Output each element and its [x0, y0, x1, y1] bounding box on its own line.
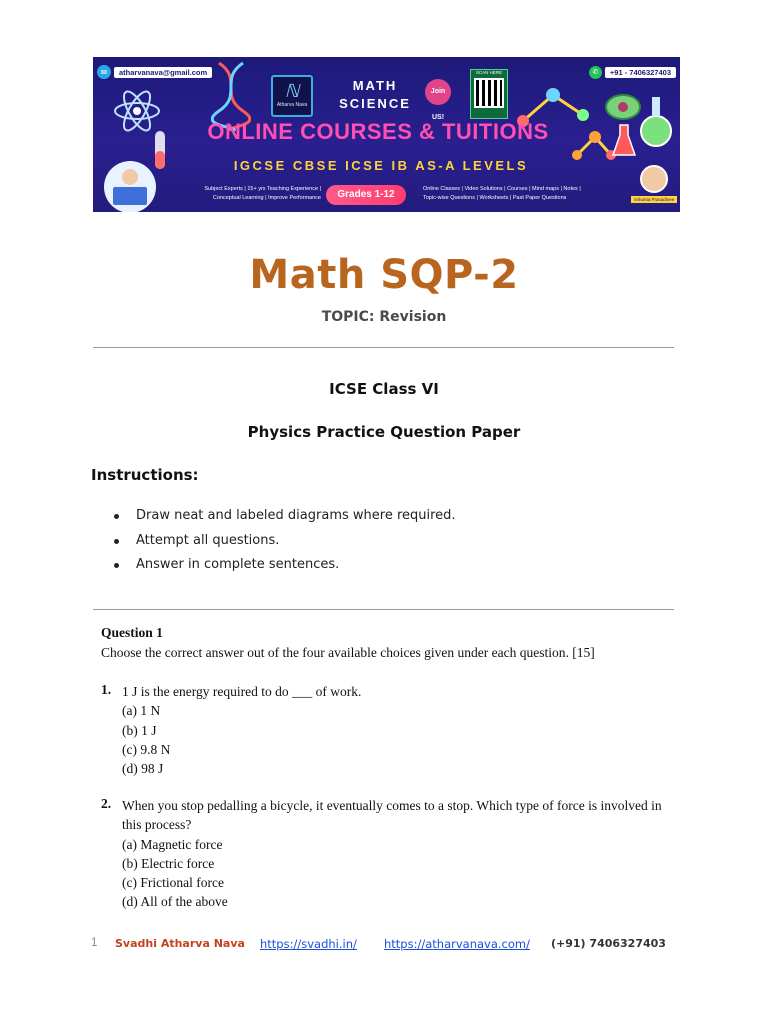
question-number: 1. — [101, 682, 112, 697]
instruction-item: Attempt all questions. — [110, 533, 456, 558]
banner-tagline-left: Subject Experts | 15+ yrs Teaching Experience | Conceptual Learning | Improve Performance — [204, 186, 321, 201]
tutor-name: Srikanta Prasadinee — [631, 196, 677, 203]
student-illustration — [95, 157, 165, 212]
grades-badge: Grades 1-12 — [326, 185, 406, 205]
option: (d) 98 J — [122, 761, 164, 777]
banner-tagline-right: Online Classes | Video Solutions | Courses | Mind maps | Notes | Topic-wise Questions | Worksheets | Past Paper Questions — [423, 186, 581, 201]
instructions-list — [110, 508, 456, 582]
scan-label: SCAN HERE — [475, 70, 503, 75]
option: (a) Magnetic force — [122, 836, 223, 852]
qr-code — [470, 69, 508, 119]
question-number: 2. — [101, 796, 112, 811]
subject-math: MATH — [352, 78, 398, 93]
option: (b) Electric force — [122, 855, 215, 871]
document-title: Math SQP-2 — [249, 252, 519, 298]
instruction-item: Draw neat and labeled diagrams where required. — [110, 508, 456, 533]
option: (d) All of the above — [122, 894, 228, 910]
question-text: When you stop pedalling a bicycle, it eventually comes to a stop. Which type of force is involved in this process? — [122, 798, 662, 833]
question-heading: Question 1 — [101, 625, 163, 640]
paper-title: Physics Practice Question Paper — [247, 423, 521, 441]
divider-top — [93, 347, 674, 348]
banner-levels: IGCSE CBSE ICSE IB AS-A LEVELS — [233, 158, 529, 173]
footer-brand: Svadhi Atharva Nava — [115, 937, 245, 950]
join-us-badge: Join US! — [425, 79, 451, 105]
option: (b) 1 J — [122, 722, 157, 738]
subject-science: SCIENCE — [339, 96, 411, 111]
phone-text: +91 - 7406327403 — [605, 67, 676, 78]
qr-image — [474, 78, 504, 108]
option: (c) Frictional force — [122, 875, 224, 891]
flask-icon — [611, 123, 637, 159]
question-body — [122, 682, 662, 778]
instructions-heading: Instructions: — [91, 466, 199, 484]
question-instruction: Choose the correct answer out of the four available choices given under each question. [15] — [101, 645, 595, 660]
tutor-card — [631, 165, 677, 209]
mail-icon: ✉ — [97, 65, 111, 79]
round-flask-icon — [639, 95, 673, 149]
email-badge — [97, 65, 212, 79]
brand-logo — [271, 75, 313, 117]
cell-icon — [603, 87, 643, 127]
topic-line: TOPIC: Revision — [321, 309, 447, 325]
logo-mark: ℕ — [284, 81, 300, 101]
subjects-label — [335, 77, 415, 113]
option: (c) 9.8 N — [122, 741, 171, 757]
instruction-item: Answer in complete sentences. — [110, 557, 456, 582]
question-text: 1 J is the energy required to do ___ of work. — [122, 684, 362, 699]
page-number: 1 — [91, 937, 98, 949]
whatsapp-icon: ✆ — [589, 66, 602, 79]
phone-badge — [589, 65, 676, 79]
footer-link-atharvanava[interactable]: https://atharvanava.com/ — [384, 937, 530, 951]
option: (a) 1 N — [122, 703, 161, 719]
page-footer — [91, 937, 691, 955]
footer-phone: (+91) 7406327403 — [551, 937, 666, 950]
email-text: atharvanava@gmail.com — [114, 67, 212, 78]
divider-middle — [93, 609, 674, 610]
banner-headline: ONLINE COURSES & TUITIONS — [207, 119, 549, 144]
logo-label: Atharva Nava — [276, 102, 308, 108]
footer-link-svadhi[interactable]: https://svadhi.in/ — [260, 937, 357, 951]
promo-banner — [93, 57, 680, 212]
tutor-avatar — [640, 165, 668, 193]
question-body — [122, 796, 662, 912]
class-line: ICSE Class VI — [329, 380, 439, 398]
